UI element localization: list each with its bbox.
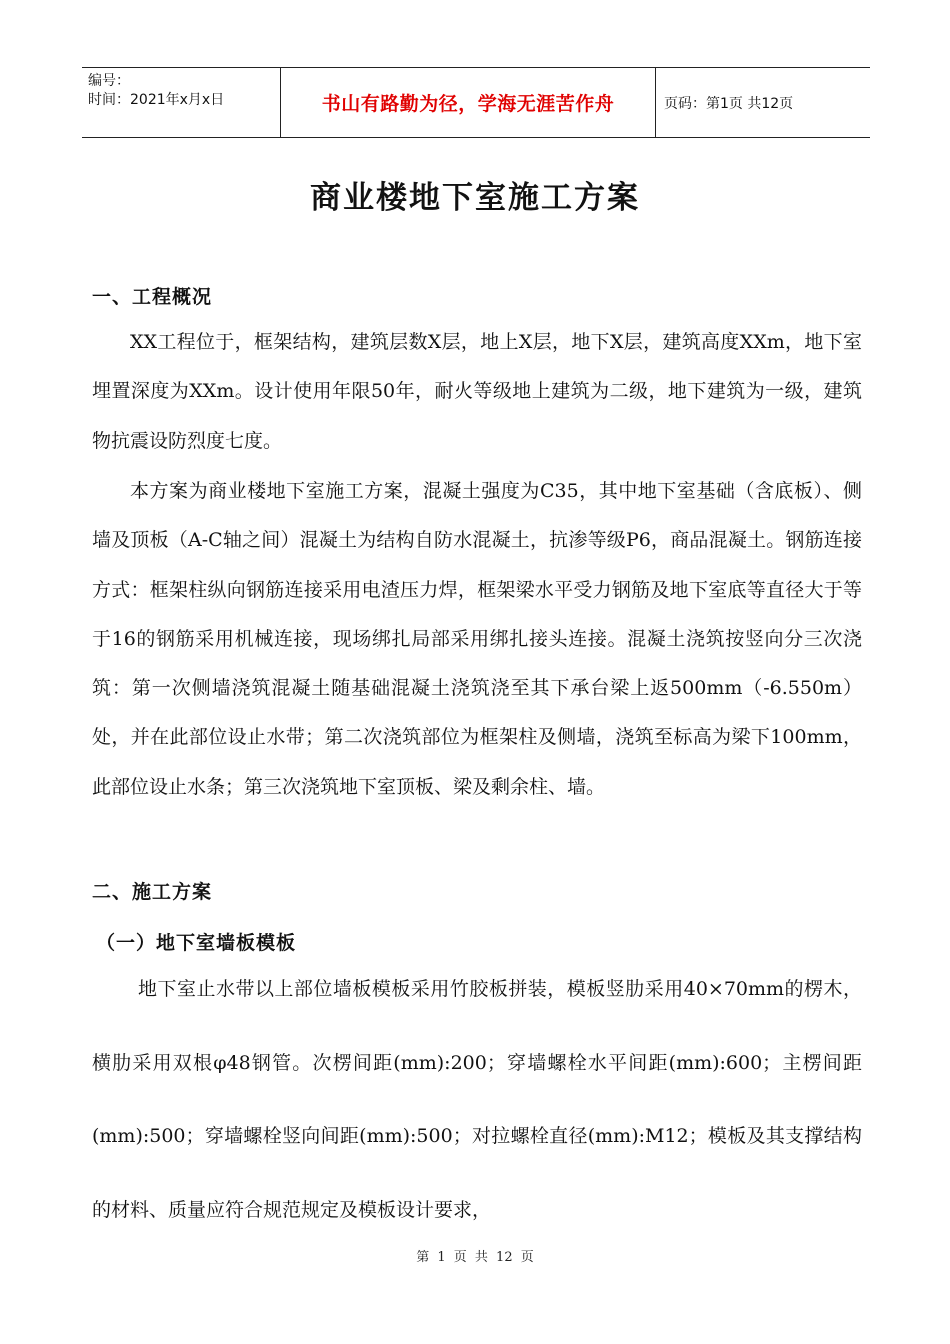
doc-date-label: 时间：2021年x月x日 [88, 92, 225, 108]
header-meta [82, 68, 280, 137]
document-title: 商业楼地下室施工方案 [310, 180, 640, 216]
section-heading-overview: 一、工程概况 [92, 286, 213, 308]
doc-number-label: 编号： [88, 73, 130, 89]
paragraph-overview: XX工程位于，框架结构，建筑层数X层，地上X层，地下X层，建筑高度XXm，地下室埋置深度为XXm。设计使用年限50年，耐火等级地上建筑为二级，地下建筑为一级，建筑物抗震设防烈度七度。 [92, 331, 862, 452]
subsection-heading-wall-formwork: （一）地下室墙板模板 [96, 932, 297, 954]
paragraph-wall-formwork: 地下室止水带以上部位墙板模板采用竹胶板拼装，模板竖肋采用40×70mm的楞木，横肋采用双根φ48钢管。次楞间距(mm):200；穿墙螺栓水平间距(mm):600；主楞间距(mm):500；穿墙螺栓竖向间距(mm):500；对拉螺栓直径(mm):M12；模板及其支撑结构的材料、质量应符合规范规定及模板设计要求， [92, 978, 862, 1221]
paragraph-scheme: 本方案为商业楼地下室施工方案，混凝土强度为C35，其中地下室基础（含底板）、侧墙及顶板（A-C轴之间）混凝土为结构自防水混凝土，抗渗等级P6，商品混凝土。钢筋连接方式：框架柱纵向钢筋连接采用电渣压力焊，框架梁水平受力钢筋及地下室底等直径大于等于16的钢筋采用机械连接，现场绑扎局部采用绑扎接头连接。混凝土浇筑按竖向分三次浇筑：第一次侧墙浇筑混凝土随基础混凝土浇筑浇至其下承台梁上返500mm（-6.550m）处，并在此部位设止水带；第二次浇筑部位为框架柱及侧墙，浇筑至标高为梁下100mm，此部位设止水条；第三次浇筑地下室顶板、梁及剩余柱、墙。 [92, 480, 862, 798]
header-motto: 书山有路勤为径，学海无涯苦作舟 [280, 68, 656, 137]
section-heading-construction: 二、施工方案 [92, 881, 213, 903]
page-footer: 第 1 页 共 12 页 [416, 1250, 534, 1265]
header-table [82, 67, 870, 138]
header-page-info: 页码：第1页 共12页 [664, 95, 794, 112]
